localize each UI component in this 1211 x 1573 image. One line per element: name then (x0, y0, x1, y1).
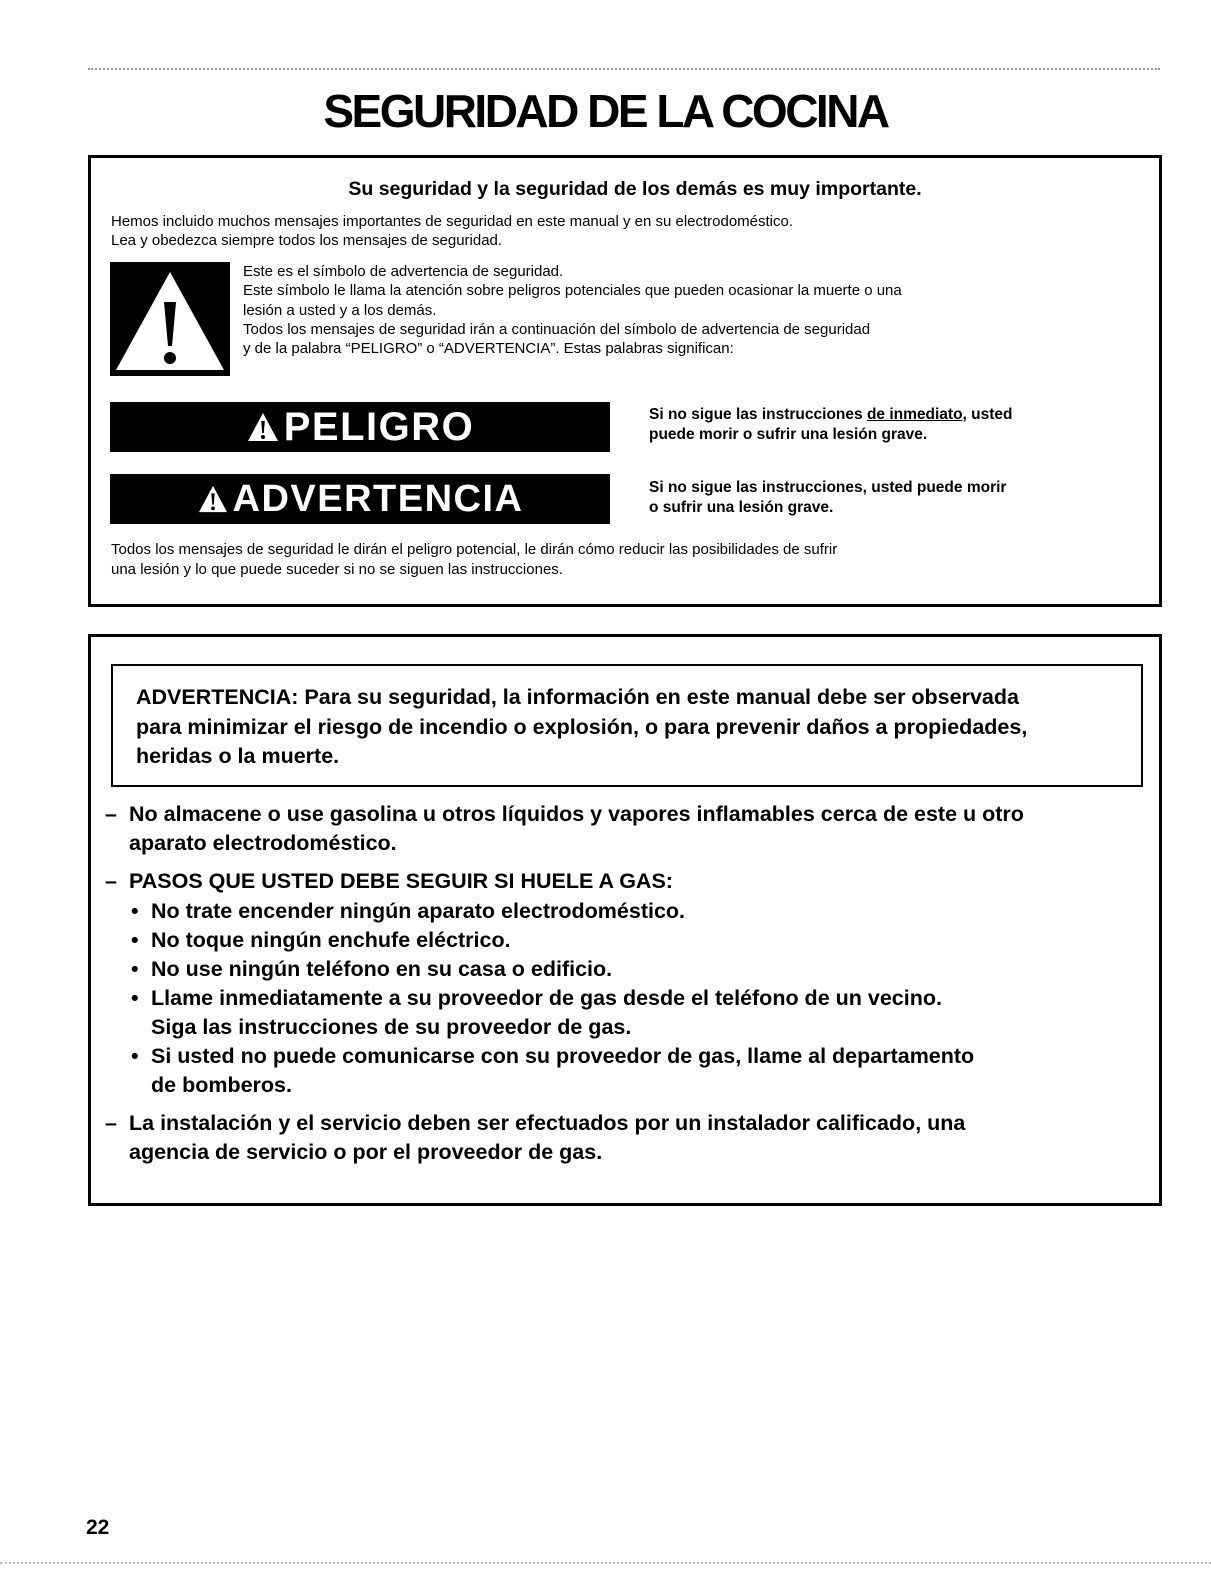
warning-def-line: Si no sigue las instrucciones, usted puede morir (649, 479, 1007, 496)
list-item (105, 867, 1145, 1100)
warning-signal-banner (110, 474, 610, 524)
bullet-marker: • (131, 986, 139, 1010)
step-item (129, 897, 1145, 926)
footer-line: Todos los mensajes de seguridad le dirán el peligro potencial, le dirán cómo reducir las posibilidades de sufrir (111, 541, 838, 558)
step-line: No toque ningún enchufe eléctrico. (151, 928, 511, 952)
bullet-marker: • (131, 928, 139, 952)
danger-def-line: puede morir o sufrir una lesión grave. (649, 426, 928, 443)
safety-heading: Su seguridad y la seguridad de los demás es muy importante. (348, 178, 922, 200)
page-number: 22 (86, 1516, 110, 1539)
symbol-line: Este es el símbolo de advertencia de seguridad. (243, 263, 564, 280)
step-line: No trate encender ningún aparato electrodoméstico. (151, 899, 686, 923)
gas-steps (129, 897, 1145, 1100)
step-line: Llame inmediatamente a su proveedor de gas desde el teléfono de un vecino. (151, 986, 942, 1010)
safety-footer (111, 540, 1131, 580)
intro-line: Lea y obedezca siempre todos los mensajes de seguridad. (111, 232, 503, 249)
danger-label: PELIGRO (283, 404, 475, 449)
warning-line: ADVERTENCIA: Para su seguridad, la información en este manual debe ser observada (136, 685, 1019, 709)
bottom-dotted-rule (0, 1562, 1211, 1564)
danger-definition (649, 405, 1129, 445)
warning-callout-text (136, 683, 1136, 772)
bullet-marker: • (131, 1044, 139, 1068)
warning-line: heridas o la muerte. (136, 744, 340, 768)
warning-label: ADVERTENCIA (232, 477, 524, 520)
dash-marker: – (105, 1111, 117, 1135)
symbol-line: Este símbolo le llama la atención sobre peligros potenciales que pueden ocasionar la muerte o una (243, 282, 902, 300)
page-title: SEGURIDAD DE LA COCINA (323, 85, 888, 137)
warning-triangle-icon (197, 484, 229, 514)
gas-instructions-list (105, 800, 1145, 1167)
intro-line: Hemos incluido muchos mensajes importantes de seguridad en este manual y en su electrodoméstico. (111, 213, 794, 230)
safety-intro (111, 212, 1111, 250)
dash-marker: – (105, 802, 117, 826)
item-line: agencia de servicio o por el proveedor de gas. (129, 1140, 603, 1164)
gas-warning-box (88, 634, 1162, 1206)
dash-marker: – (105, 869, 117, 893)
safety-info-box (88, 155, 1162, 607)
footer-line: una lesión y lo que puede suceder si no se siguen las instrucciones. (111, 561, 563, 578)
bullet-marker: • (131, 957, 139, 981)
list-item (105, 1109, 1145, 1167)
step-line: Si usted no puede comunicarse con su proveedor de gas, llame al departamento (151, 1044, 975, 1068)
warning-def-line: o sufrir una lesión grave. (649, 499, 834, 516)
symbol-line: y de la palabra “PELIGRO” o “ADVERTENCIA”. Estas palabras significan: (243, 340, 734, 358)
danger-signal-banner (110, 402, 610, 452)
step-line: Siga las instrucciones de su proveedor de gas. (151, 1015, 632, 1039)
list-item (105, 800, 1145, 858)
warning-definition (649, 478, 1129, 518)
danger-def-text: , usted (962, 406, 1013, 423)
bullet-marker: • (131, 899, 139, 923)
gas-steps-heading: PASOS QUE USTED DEBE SEGUIR SI HUELE A GAS: (129, 869, 673, 893)
item-line: No almacene o use gasolina u otros líquidos y vapores inflamables cerca de este u otro (129, 802, 1024, 826)
symbol-explanation (243, 262, 1143, 358)
step-item (129, 926, 1145, 955)
step-item (129, 955, 1145, 984)
item-line: aparato electrodoméstico. (129, 831, 397, 855)
warning-line: para minimizar el riesgo de incendio o explosión, o para prevenir daños a propiedades, (136, 714, 1028, 739)
step-item (129, 984, 1145, 1042)
danger-def-underlined: de inmediato (866, 406, 963, 423)
safety-alert-symbol-icon (110, 262, 230, 376)
step-item (129, 1042, 1145, 1100)
top-dotted-rule (88, 68, 1160, 70)
danger-def-text: Si no sigue las instrucciones (649, 406, 867, 423)
step-line: No use ningún teléfono en su casa o edificio. (151, 957, 613, 981)
symbol-line: lesión a usted y a los demás. (243, 301, 437, 319)
symbol-line: Todos los mensajes de seguridad irán a continuación del símbolo de advertencia de seguridad (243, 320, 871, 338)
step-line: de bomberos. (151, 1073, 292, 1097)
warning-triangle-icon (246, 411, 280, 443)
warning-callout (111, 664, 1143, 787)
item-line: La instalación y el servicio deben ser efectuados por un instalador calificado, una (129, 1111, 966, 1135)
